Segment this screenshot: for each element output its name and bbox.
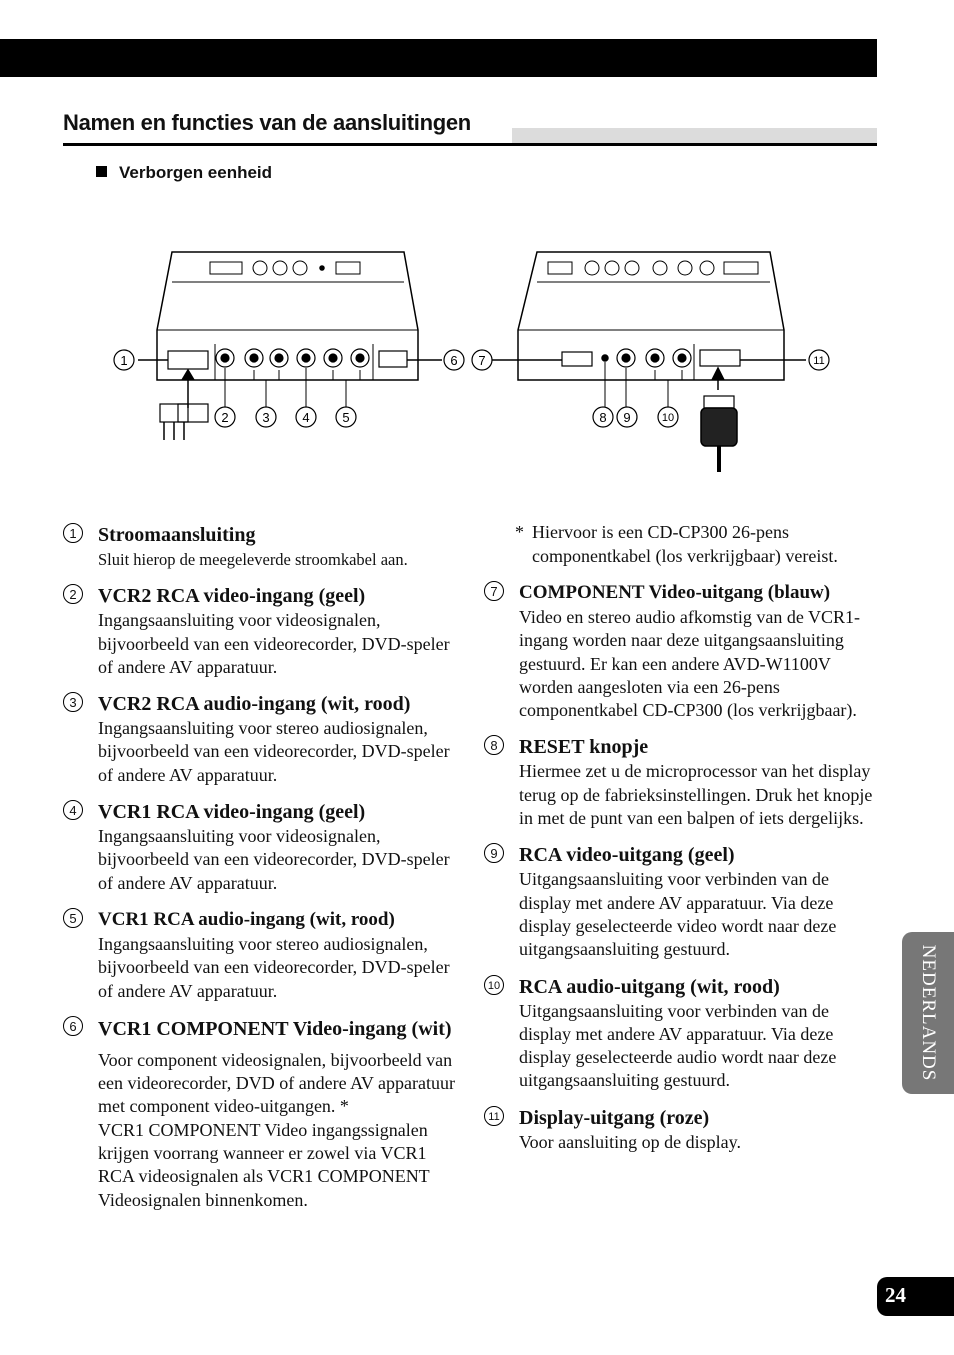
list-item [484, 842, 884, 961]
list-item [63, 799, 463, 895]
language-tab-label: NEDERLANDS [918, 944, 939, 1082]
title-underline [63, 143, 877, 146]
callout-1: 1 [120, 353, 128, 368]
footnote-marker: * [515, 522, 524, 542]
callout-9: 9 [623, 410, 631, 425]
item-body: Hiermee zet u de microprocessor van het display terug op de fabrieksinstellingen. Druk het knopje in met de punt van een balpen of iets dergelijks. [519, 761, 873, 829]
item-number: 3 [63, 692, 83, 712]
item-title: VCR2 RCA audio-ingang (wit, rood) [98, 693, 411, 716]
header-bar [0, 39, 877, 77]
item-body: Video en stereo audio afkomstig van de VCR1-ingang worden naar deze uitgangsaansluiting gestuurd. Er kan een andere AVD-W1100V worden aangesloten via een 26-pens componentkabel CD-CP300 (los verkrijgbaar). [519, 607, 861, 721]
item-number: 1 [63, 523, 83, 543]
title-shade [512, 128, 877, 143]
item-body: Sluit hierop de meegeleverde stroomkabel aan. [98, 550, 408, 569]
item-title: VCR1 RCA video-ingang (geel) [98, 801, 366, 824]
item-body: Voor component videosignalen, bijvoorbeeld van een videorecorder, DVD of andere AV apparatuur met component video-uitgangen. * [98, 1049, 455, 1117]
list-item [63, 522, 463, 571]
item-title: RCA video-uitgang (geel) [519, 844, 735, 867]
callout-7: 7 [478, 353, 486, 368]
callout-10: 10 [661, 412, 675, 424]
item-title: VCR1 COMPONENT Video-ingang (wit) [98, 1017, 452, 1040]
item-number: 9 [484, 843, 504, 863]
page-number-box [877, 1277, 954, 1316]
callout-11: 11 [813, 355, 825, 367]
callout-4: 4 [302, 410, 310, 425]
item-body: Ingangsaansluiting voor stereo audiosignalen, bijvoorbeeld van een videorecorder, DVD-speler of andere AV apparatuur. [98, 933, 450, 1001]
list-item [484, 734, 884, 830]
left-unit-drawing [138, 252, 442, 440]
item-body: Voor aansluiting op de display. [519, 1131, 741, 1152]
item-number: 4 [63, 800, 83, 820]
footnote-text: Hiervoor is een CD-CP300 26-pens componentkabel (los verkrijgbaar) vereist. [532, 522, 838, 566]
list-item [63, 583, 463, 679]
list-item [63, 1015, 463, 1212]
callout-2: 2 [221, 410, 229, 425]
list-item [63, 691, 463, 787]
list-item [63, 907, 463, 1003]
subheading [96, 163, 272, 183]
item-number: 10 [484, 975, 504, 995]
subheading-text: Verborgen eenheid [119, 163, 273, 182]
callout-8: 8 [599, 410, 607, 425]
item-body: Ingangsaansluiting voor videosignalen, bijvoorbeeld van een videorecorder, DVD-speler of andere AV apparatuur. [98, 826, 450, 893]
item-number: 6 [63, 1016, 83, 1036]
square-bullet-icon [96, 166, 107, 177]
item-number: 8 [484, 735, 504, 755]
item-title: RESET knopje [519, 736, 649, 759]
item-number: 2 [63, 584, 83, 604]
page-title: Namen en functies van de aansluitingen [63, 110, 471, 135]
list-item [484, 580, 884, 722]
item-title: RCA audio-uitgang (wit, rood) [519, 975, 780, 998]
item-body: Ingangsaansluiting voor stereo audiosignalen, bijvoorbeeld van een videorecorder, DVD-speler of andere AV apparatuur. [98, 718, 450, 785]
footnote [484, 520, 884, 568]
item-title: Stroomaansluiting [98, 524, 256, 546]
item-title: VCR1 RCA audio-ingang (wit, rood) [98, 908, 395, 930]
callout-3: 3 [262, 410, 270, 425]
item-body: Ingangsaansluiting voor videosignalen, bijvoorbeeld van een videorecorder, DVD-speler of andere AV apparatuur. [98, 610, 450, 677]
right-unit-drawing [492, 252, 806, 472]
page-number: 24 [885, 1283, 906, 1307]
callout-6: 6 [450, 353, 458, 368]
item-title: Display-uitgang (roze) [519, 1106, 710, 1129]
unit-diagram [100, 240, 860, 480]
item-number: 5 [63, 908, 83, 928]
left-column [63, 522, 463, 1224]
item-body: Uitgangsaansluiting voor verbinden van de display met andere AV apparatuur. Via deze display geselecteerde video wordt naar deze uitgangsaansluiting gestuurd. [519, 869, 837, 960]
item-number: 7 [484, 581, 504, 601]
list-item [484, 1105, 884, 1154]
item-title: COMPONENT Video-uitgang (blauw) [519, 582, 831, 603]
item-body-continued: VCR1 COMPONENT Video ingangssignalen krijgen voorrang wanneer er zowel via VCR1 RCA videosignalen als VCR1 COMPONENT Videosignalen binnenkomen. [98, 1119, 430, 1210]
list-item [484, 974, 884, 1093]
item-number: 11 [484, 1106, 504, 1126]
item-title: VCR2 RCA video-ingang (geel) [98, 585, 366, 608]
callout-5: 5 [342, 410, 350, 425]
item-body: Uitgangsaansluiting voor verbinden van de display met andere AV apparatuur. Via deze display geselecteerde audio wordt naar deze uitgangsaansluiting gestuurd. [519, 1000, 837, 1091]
right-column [484, 520, 884, 1166]
language-tab [902, 932, 954, 1094]
